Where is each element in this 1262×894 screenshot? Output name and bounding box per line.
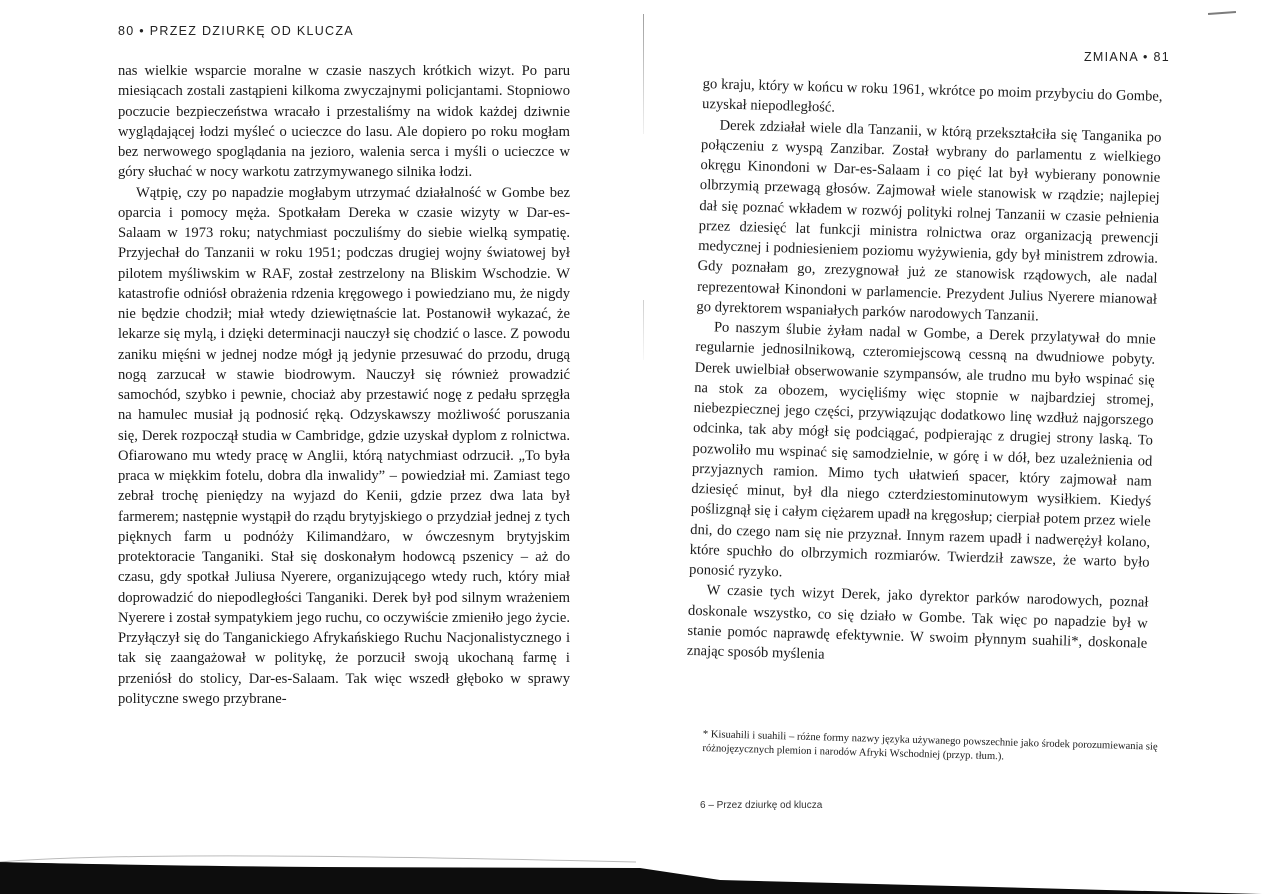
left-paragraph-1: nas wielkie wsparcie moralne w czasie naszych krótkich wizyt. Po paru miesiącach zostali zastąpieni kilkoma zwyczajnymi policjantami. Stopniowo poczucie bezpieczeństwa wracało i przestaliśmy na widok każdej dziwnie wyglądającej łodzi myśleć o ucieczce do lasu. Ale dopiero po roku mogłam bez nerwowego spoglądania na jezioro, walenia serca i myśli o ucieczce w góry słuchać w nocy warkotu zatrzymywanego silnika łodzi. <box>118 63 570 181</box>
gutter-line <box>643 14 644 134</box>
printer-signature: 6 – Przez dziurkę od klucza <box>700 800 823 811</box>
right-paragraph-1: go kraju, który w końcu w roku 1961, wkrótce po moim przybyciu do Gombe, uzyskał niepodległość. <box>701 75 1163 116</box>
left-body-text <box>118 61 570 709</box>
right-paragraph-4: W czasie tych wizyt Derek, jako dyrektor parków narodowych, poznał doskonale wszystko, co się działo w Gombe. Tak więc po napadzie był w stanie pomóc naprawdę efektywnie. W swoim płynnym suahili*, doskonale znając sposób myślenia <box>686 582 1149 663</box>
right-page <box>648 0 1262 860</box>
right-running-head: ZMIANA • 81 <box>1083 50 1170 64</box>
left-page <box>0 0 640 860</box>
right-paragraph-3: Po naszym ślubie żyłam nadal w Gombe, a Derek przylatywał do mnie regularnie jednosilnikową, czteromiejscową cessną na dwudniowe pobyty. Derek uwielbiał obserwowanie szympansów, ale trudno mu było wspinać się na stok za obozem, wycięliśmy więc stopnie w najbardziej stromej, niebezpiecznej jego części, przywiązując dodatkowo linę wzdłuż najgorszego odcinka, tak aby mógł się podciągać, podpierając z drugiej strony laską. To pozwoliło mu wspinać się samodzielnie, w górę i w dół, bez uzależnienia od przyjaznych ramion. Mimo tych ułatwień spacer, który zajmował nam dziesięć minut, był dla niego czterdziestominutowym wysiłkiem. Kiedyś poślizgnął się i całym ciężarem upadł na kręgosłup; cierpiał potem przez wiele dni, do czego nam się nie przyznał. Innym razem upadł i nadwerężył kolano, które spuchło do olbrzymich rozmiarów. Twierdził zawsze, że warto było ponosić ryzyko. <box>688 319 1156 581</box>
right-body-text <box>687 74 1163 674</box>
page-edge-shadow <box>0 822 1262 894</box>
right-paragraph-2: Derek zdziałał wiele dla Tanzanii, w którą przekształciła się Tanganika po połączeniu z wyspą Zanzibar. Został wybrany do parlamentu z wielkiego okręgu Kinondoni w Dar-es-Salaam i co pięć lat był wybierany ponownie olbrzymią przewagą głosów. Zajmował wiele stanowisk w rządzie; najlepiej dał się poznać wkładem w rozwój polityki rolnej Tanzanii w czasie pełnienia przez dziesięć lat funkcji ministra rolnictwa oraz organizacją prewencji medycznej i podniesieniem poziomu wyżywienia, gdy był ministrem zdrowia. Gdy poznałam go, zrezygnował już ze stanowisk rządowych, ale nadal reprezentował Kinondoni w parlamencie. Prezydent Julius Nyerere mianował go dyrektorem wspaniałych parków narodowych Tanzanii. <box>696 116 1162 325</box>
gutter-line-lower <box>643 300 644 360</box>
left-running-head: 80 • PRZEZ DZIURKĘ OD KLUCZA <box>118 24 354 38</box>
left-paragraph-2: Wątpię, czy po napadzie mogłabym utrzymać działalność w Gombe bez oparcia i pomocy męża. Spotkałam Dereka w czasie wizyty w Dar-es-Salaam w 1973 roku; natychmiast poczuliśmy do siebie wielką sympatię. Przyjechał do Tanzanii w roku 1951; podczas drugiej wojny światowej był pilotem myśliwskim w RAF, został zestrzelony na Bliskim Wschodzie. W katastrofie odniósł obrażenia rdzenia kręgowego i powiedziano mu, że nigdy nie będzie chodził; miał wtedy dziewiętnaście lat. Postanowił wykazać, że lekarze się mylą, i dzięki determinacji nauczył się chodzić o lasce. Z powodu zaniku mięśni w jednej nodze mógł ją jedynie przesuwać do przodu, drugą nogą zarzucał w stawie biodrowym. Nauczył się również prowadzić samochód, szybko i pewnie, chociaż aby przestawić nogę z pedału sprzęgła na hamulec musiał ją podnosić ręką. Odzyskawszy możliwość poruszania się, Derek rozpoczął studia w Cambridge, gdzie uzyskał dyplom z rolnictwa. Ofiarowano mu wtedy pracę w Anglii, którą natychmiast odrzucił. „To była praca w miękkim fotelu, dobra dla inwalidy” – powiedział mi. Zamiast tego zebrał trochę pieniędzy na wyjazd do Kenii, gdzie przez dwa lata był farmerem; następnie wystąpił do rządu brytyjskiego o przydział jednej z tych pięknych farm u podnóży Kilimandżaro, w ówczesnym brytyjskim protektoracie Tanganiki. Stał się doskonałym hodowcą pszenicy – aż do czasu, gdy spotkał Juliusa Nyerere, organizującego wtedy ruch, który miał doprowadzić do niepodległości Tanganiki. Derek był pod silnym wrażeniem Nyerere i został sympatykiem jego ruchu, co oczywiście zmieniło jego życie. Przyłączył się do Tanganickiego Afrykańskiego Ruchu Nacjonalistycznego i tak się zaangażował w politykę, że porzucił swoją ukochaną farmę i przeniósł do stolicy, Dar-es-Salaam. Tak więc wszedł głęboko w sprawy polityczne swego przybrane- <box>118 184 570 707</box>
footnote: * Kisuahili i suahili – różne formy nazwy języka używanego powszechnie jako środek porozumiewania się różnojęzycznych plemion i narodów Afryki Wschodniej (przyp. tłum.). <box>702 728 1158 762</box>
